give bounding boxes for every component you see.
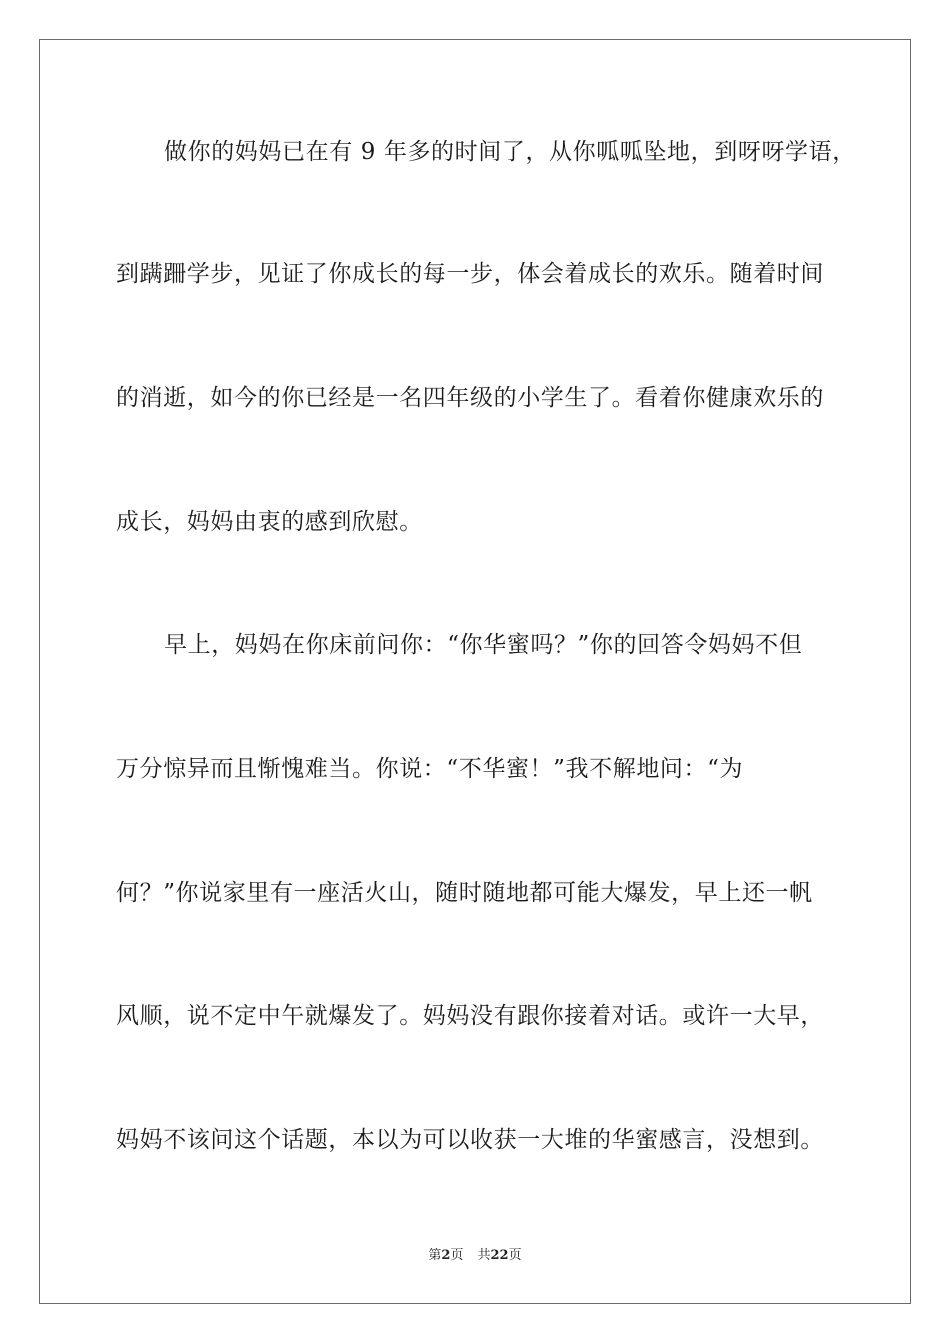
footer-total-number: 22 <box>490 1248 509 1263</box>
footer-total-prefix: 共 <box>477 1248 491 1263</box>
paragraph-2-line-1: 早上，妈妈在你床前问你：“你华蜜吗？”你的回答令妈妈不但 <box>164 632 803 658</box>
paragraph-2-line-3: 何？”你说家里有一座活火山，随时随地都可能大爆发，早上还一帆 <box>116 880 813 906</box>
page-footer <box>0 1247 950 1265</box>
page-border <box>39 39 911 1304</box>
paragraph-1-line-3: 的消逝，如今的你已经是一名四年级的小学生了。看着你健康欢乐的 <box>116 385 824 411</box>
paragraph-2-line-2: 万分惊异而且惭愧难当。你说：“不华蜜！”我不解地问：“为 <box>116 756 744 782</box>
footer-page-suffix: 页 <box>450 1248 464 1263</box>
paragraph-2-line-5: 妈妈不该问这个话题，本以为可以收获一大堆的华蜜感言，没想到。 <box>116 1127 824 1153</box>
paragraph-1-line-1: 做你的妈妈已在有 9 年多的时间了，从你呱呱坠地，到呀呀学语， <box>164 139 856 165</box>
footer-total-suffix: 页 <box>508 1248 522 1263</box>
footer-page-number: 2 <box>441 1248 451 1263</box>
footer-page-prefix: 第 <box>428 1248 442 1263</box>
paragraph-2-line-4: 风顺，说不定中午就爆发了。妈妈没有跟你接着对话。或许一大早， <box>116 1003 824 1029</box>
paragraph-1-line-4: 成长，妈妈由衷的感到欣慰。 <box>116 509 423 535</box>
paragraph-1-line-2: 到蹒跚学步，见证了你成长的每一步，体会着成长的欢乐。随着时间 <box>116 261 824 287</box>
